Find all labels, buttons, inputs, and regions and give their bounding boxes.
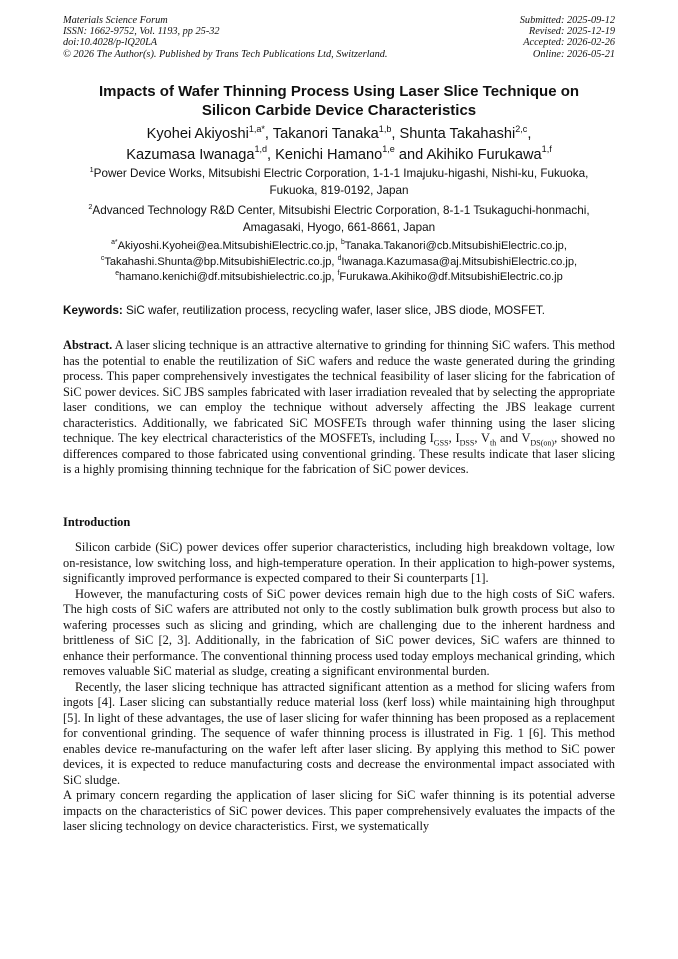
keywords-text: SiC wafer, reutilization process, recycling wafer, laser slice, JBS diode, MOSFET.	[126, 304, 545, 317]
authors-line-2: Kazumasa Iwanaga$^{1,d}$, Kenichi Hamano$^{1,e}$ and Akihiko Furukawa$^{1,f}$	[126, 144, 552, 163]
author-name: Takanori Tanaka	[272, 126, 379, 142]
accepted-date: Accepted: 2026-02-26	[523, 37, 615, 49]
page-header	[63, 15, 615, 60]
email-link[interactable]: Furukawa.Akihiko@df.MitsubishiElectric.co.jp	[339, 271, 563, 284]
author-list	[63, 124, 615, 165]
keywords-label: Keywords:	[63, 304, 123, 317]
section-heading-introduction: Introduction	[63, 515, 131, 529]
email-link[interactable]: Akiyoshi.Kyohei@ea.MitsubishiElectric.co.jp,	[117, 240, 338, 252]
paragraph: A primary concern regarding the application of laser slicing for SiC wafer thinning is its potential adverse impacts on the characteristics of SiC power devices. This paper comprehensively evaluates the impacts of the laser slicing technology on device characteristics. First, we systematically	[63, 788, 615, 833]
keywords	[63, 303, 615, 318]
author-affiliation-mark: 1,a*	[248, 123, 265, 134]
email-link[interactable]: Tanaka.Takanori@cb.MitsubishiElectric.co.jp,	[344, 240, 567, 252]
author-affiliation-mark: 1,b	[378, 123, 392, 134]
author-affiliation-mark: 1,e	[382, 144, 395, 155]
affiliation-2: $^2$Advanced Technology R&D Center, Mitsubishi Electric Corporation, 8-1-1 Tsukaguchi-honmachi, Amagasaki, Hyogo, 661-8661, Japan	[88, 201, 590, 234]
paragraph: Silicon carbide (SiC) power devices offer superior characteristics, including high breakdown voltage, low on-resistance, low switching loss, and high-temperature operation. In their application to high-power systems, significantly improved performance is expected compared to their Si counterparts [1].	[63, 540, 615, 585]
copyright-notice: © 2026 The Author(s). Published by Trans Tech Publications Ltd, Switzerland.	[63, 48, 388, 60]
author-affiliation-mark: 1,f	[541, 144, 552, 155]
abstract-label: Abstract.	[63, 338, 113, 352]
author-name: Shunta Takahashi	[399, 126, 516, 142]
author-emails: $^{a*}$Akiyoshi.Kyohei@ea.MitsubishiElectric.co.jp, $^b$Tanaka.Takanori@cb.MitsubishiElectric.co.jp, $^c$Takahashi.Shunta@bp.MitsubishiElectric.co.jp, $^d$Iwanaga.Kazumasa@aj.MitsubishiElectric.co.jp, $^e$hamano.kenichi@df.mitsubishielectric.co.jp, $^f$Furukawa.Akihiko@df.MitsubishiElectric.co.jp	[100, 238, 578, 284]
paper-title	[63, 82, 615, 120]
online-date: Online: 2026-05-21	[532, 48, 615, 60]
author-name: Kazumasa Iwanaga	[126, 146, 255, 163]
abstract: Abstract. A laser slicing technique is an attractive alternative to grinding for thinning SiC wafers. This method has the potential to enable the reutilization of SiC wafers and reduce the waste generated during the grinding process. This paper comprehensively investigates the technical feasibility of laser slicing for the fabrication of SiC power devices. SiC JBS samples fabricated with laser irradiation revealed that by selecting the appropriate laser conditions, we can employ the technique without adversely affecting the JBS leakage current characteristics. Additionally, we fabricated SiC MOSFETs through wafer thinning using the laser slicing technique. The key electrical characteristics of the MOSFETs, including $I_{GSS}$, $I_{DSS}$, $V_{th}$ and $V_{DS(on)}$, showed no differences compared to those fabricated using conventional grinding. These results indicate that laser slicing is a highly promising thinning technique for the fabrication of SiC power devices.	[63, 338, 616, 476]
title-line-1: Impacts of Wafer Thinning Process Using Laser Slice Technique on	[98, 83, 580, 100]
email-link[interactable]: Takahashi.Shunta@bp.MitsubishiElectric.co.jp,	[104, 255, 335, 268]
issn-volume: ISSN: 1662-9752, Vol. 1193, pp 25-32	[63, 26, 220, 38]
paragraph: Recently, the laser slicing technique has attracted significant attention as a method for slicing wafers from ingots [4]. Laser slicing can substantially reduce material loss (kerf loss) while maintaining high throughput [5]. In light of these advantages, the use of laser slicing for wafer thinning has been proposed as a replacement for conventional grinding. The sequence of wafer thinning process is illustrated in Fig. 1 [6]. This method enables device re-manufacturing on the wafer left after laser slicing. By applying this method to SiC power devices, it is expected to reduce manufacturing costs and decrease the environmental impact associated with SiC sludge.	[63, 679, 615, 787]
journal-name: Materials Science Forum	[63, 15, 168, 26]
email-link[interactable]: hamano.kenichi@df.mitsubishielectric.co.jp,	[119, 271, 335, 284]
doi-link[interactable]: doi:10.4028/p-lQ20LA	[63, 37, 158, 49]
author-affiliation-mark: 1,d	[254, 144, 268, 155]
title-line-2: Silicon Carbide Device Characteristics	[201, 102, 477, 119]
author-affiliation-mark: 2,c	[515, 123, 528, 134]
submitted-date: Submitted: 2025-09-12	[519, 15, 615, 26]
author-name: Kyohei Akiyoshi	[146, 126, 249, 142]
author-name: Akihiko Furukawa	[426, 146, 542, 163]
email-link[interactable]: Iwanaga.Kazumasa@aj.MitsubishiElectric.co.jp,	[341, 255, 578, 268]
revised-date: Revised: 2025-12-19	[528, 26, 615, 38]
authors-line-1: Kyohei Akiyoshi$^{1,a*}$, Takanori Tanaka$^{1,b}$, Shunta Takahashi$^{2,c}$,	[146, 123, 532, 142]
affiliation-1: $^1$Power Device Works, Mitsubishi Electric Corporation, 1-1-1 Imajuku-higashi, Nishi-ku, Fukuoka, Fukuoka, 819-0192, Japan	[89, 164, 589, 197]
paragraph: However, the manufacturing costs of SiC power devices remain high due to the high costs of SiC wafers. The high costs of SiC wafers are attributed not only to the costly sublimation bulk growth process but also to wafering processes such as slicing and grinding, which are challenging due to the inherent hardness and brittleness of SiC [2, 3]. Additionally, in the fabrication of SiC power devices, SiC wafers are thinned to enhance their performance. The conventional thinning process used today employs mechanical grinding, which removes valuable SiC material as sludge, creating a significant environmental burden.	[63, 586, 615, 678]
author-name: Kenichi Hamano	[275, 146, 383, 163]
introduction-body	[63, 540, 615, 835]
